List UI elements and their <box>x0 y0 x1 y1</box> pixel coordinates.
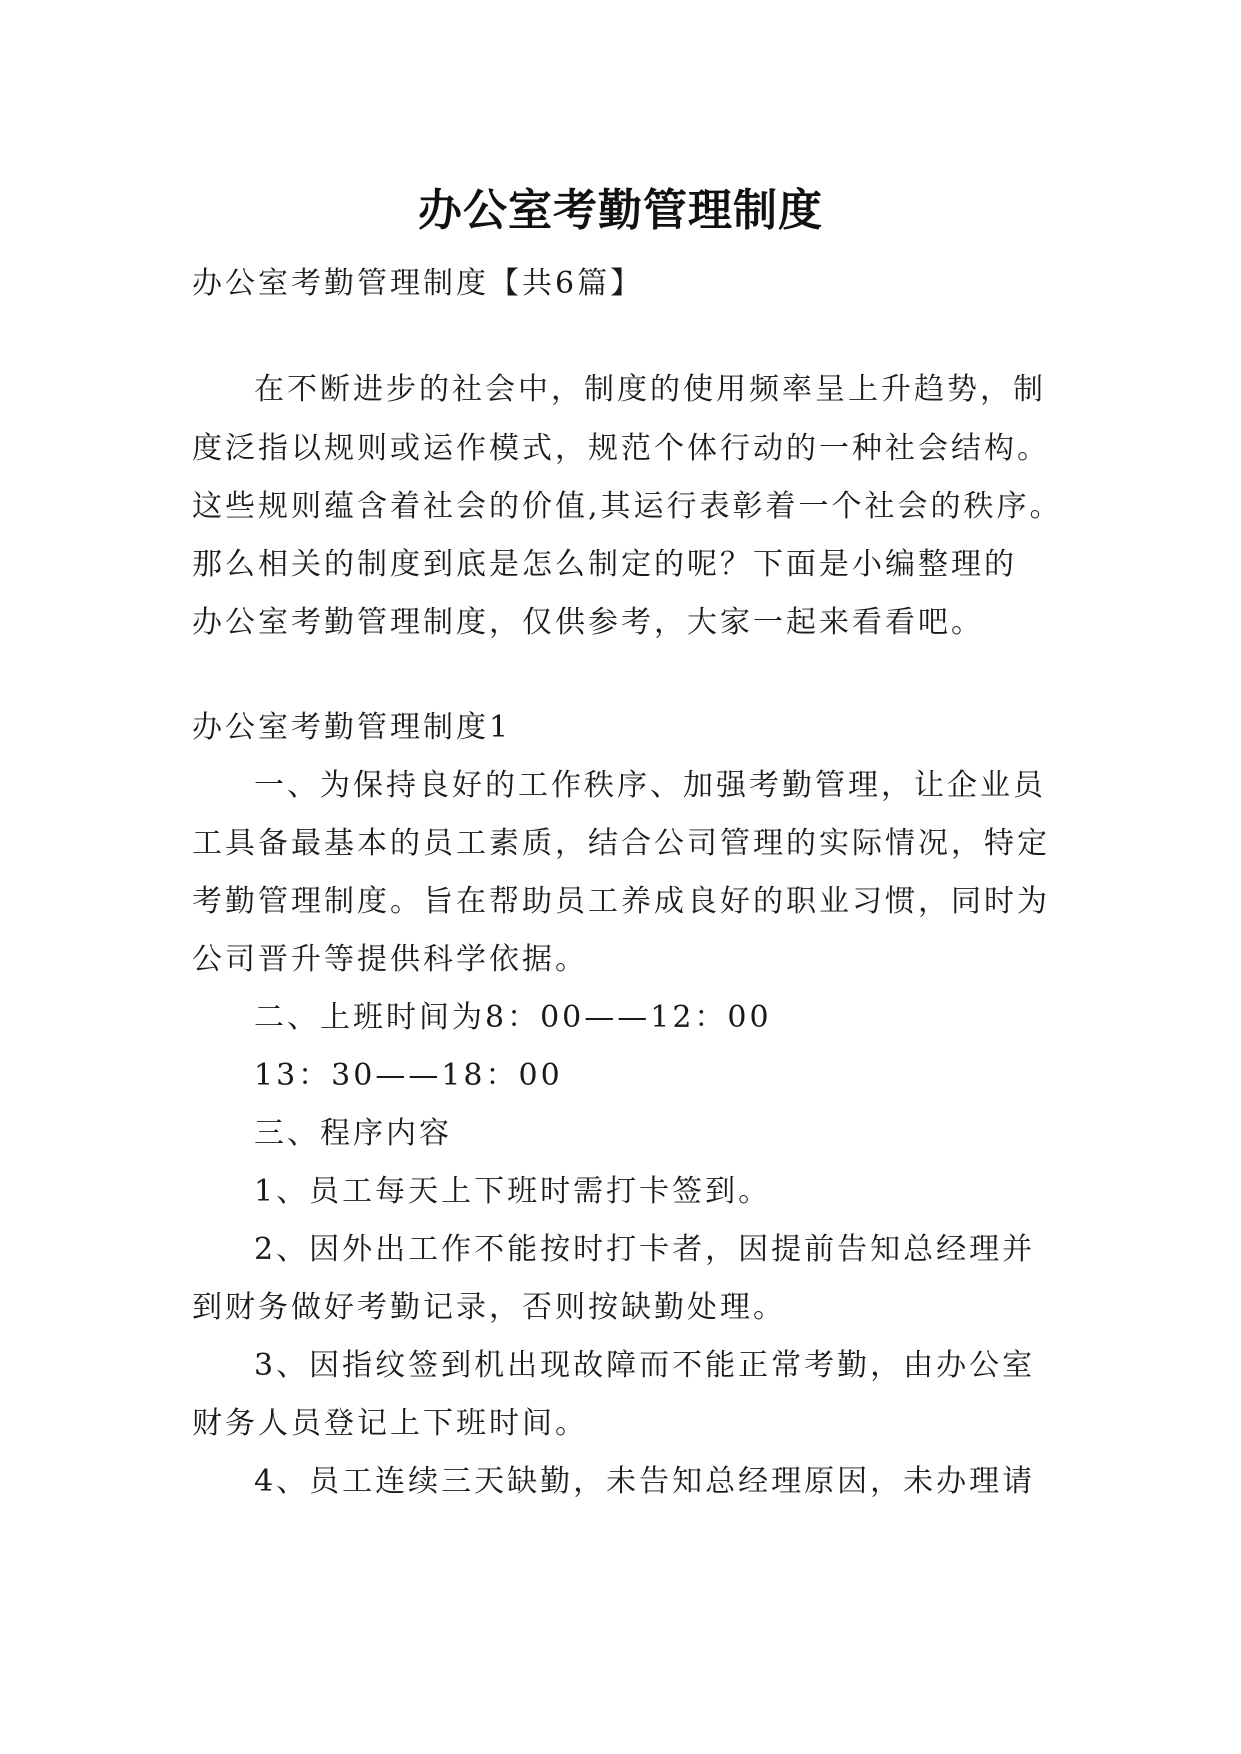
section-line-2: 工具备最基本的员工素质，结合公司管理的实际情况，特定 <box>192 826 1050 861</box>
section-line-13: 4、员工连续三天缺勤，未告知总经理原因，未办理请 <box>254 1464 1036 1499</box>
section-line-3: 考勤管理制度。旨在帮助员工养成良好的职业习惯，同时为 <box>192 884 1050 919</box>
section-line-11: 3、因指纹签到机出现故障而不能正常考勤，由办公室 <box>254 1348 1036 1383</box>
section-line-4: 公司晋升等提供科学依据。 <box>192 942 588 977</box>
section-line-6: 13：30——18：00 <box>254 1058 563 1093</box>
intro-line-5: 办公室考勤管理制度，仅供参考，大家一起来看看吧。 <box>192 605 984 640</box>
section-line-12: 财务人员登记上下班时间。 <box>192 1406 588 1441</box>
intro-line-3: 这些规则蕴含着社会的价值,其运行表彰着一个社会的秩序。 <box>192 489 1063 524</box>
document-subtitle: 办公室考勤管理制度【共6篇】 <box>192 266 644 301</box>
intro-line-4: 那么相关的制度到底是怎么制定的呢？下面是小编整理的 <box>192 547 1017 582</box>
section-line-8: 1、员工每天上下班时需打卡签到。 <box>254 1174 772 1209</box>
section-line-5: 二、上班时间为8：00——12：00 <box>254 1000 772 1035</box>
page-title: 办公室考勤管理制度 <box>418 185 823 237</box>
section-heading: 办公室考勤管理制度1 <box>192 710 512 745</box>
intro-line-1: 在不断进步的社会中，制度的使用频率呈上升趋势，制 <box>254 372 1046 407</box>
section-line-10: 到财务做好考勤记录，否则按缺勤处理。 <box>192 1290 786 1325</box>
intro-line-2: 度泛指以规则或运作模式，规范个体行动的一种社会结构。 <box>192 431 1050 466</box>
section-line-9: 2、因外出工作不能按时打卡者，因提前告知总经理并 <box>254 1232 1036 1267</box>
section-line-1: 一、为保持良好的工作秩序、加强考勤管理，让企业员 <box>254 768 1046 803</box>
section-line-7: 三、程序内容 <box>254 1116 452 1151</box>
